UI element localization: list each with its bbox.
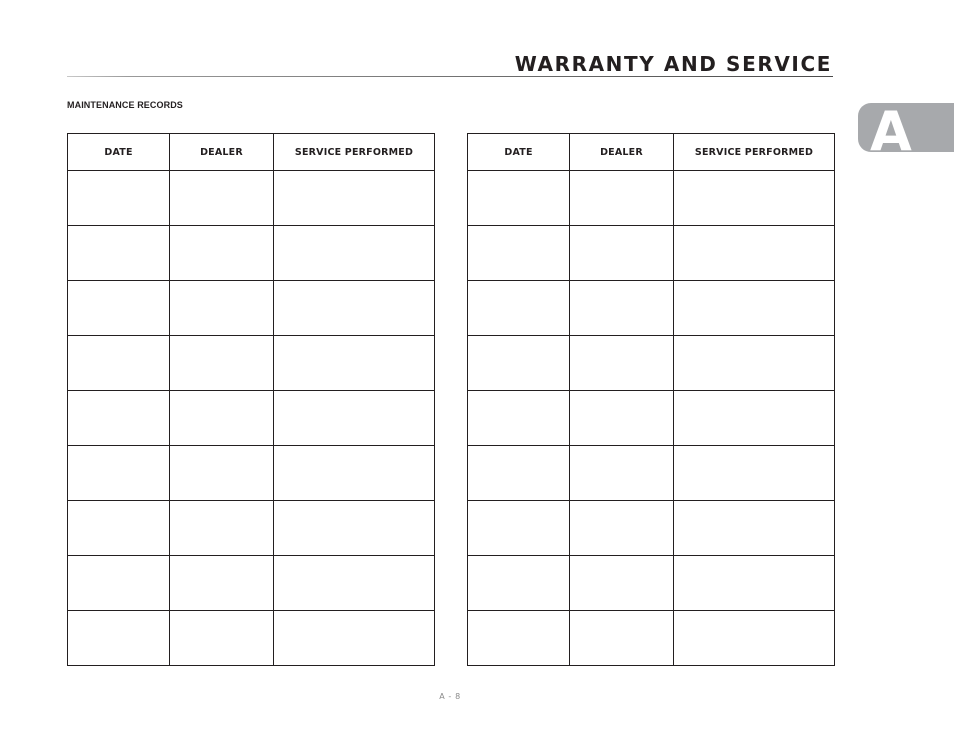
table-row	[468, 281, 835, 336]
dealer-cell[interactable]	[570, 281, 674, 336]
dealer-cell[interactable]	[570, 556, 674, 611]
date-cell[interactable]	[468, 611, 570, 666]
dealer-cell[interactable]	[570, 171, 674, 226]
date-cell[interactable]	[68, 556, 170, 611]
service-performed-cell[interactable]	[674, 336, 835, 391]
service-performed-cell[interactable]	[674, 391, 835, 446]
service-performed-cell[interactable]	[674, 281, 835, 336]
page-number: A - 8	[439, 692, 461, 701]
dealer-cell[interactable]	[170, 446, 274, 501]
table-row	[68, 446, 435, 501]
date-cell[interactable]	[468, 556, 570, 611]
service-performed-cell[interactable]	[674, 611, 835, 666]
table-row	[468, 556, 835, 611]
dealer-cell[interactable]	[170, 336, 274, 391]
table-row	[68, 391, 435, 446]
dealer-cell[interactable]	[170, 391, 274, 446]
table-header-row	[468, 134, 835, 171]
date-cell[interactable]	[468, 171, 570, 226]
dealer-cell[interactable]	[170, 281, 274, 336]
dealer-cell[interactable]	[570, 611, 674, 666]
chapter-letter: A	[870, 103, 912, 152]
dealer-cell[interactable]	[170, 556, 274, 611]
service-performed-cell[interactable]	[674, 556, 835, 611]
page-title: WARRANTY AND SERVICE	[514, 52, 832, 76]
service-performed-cell[interactable]	[274, 336, 435, 391]
maintenance-records-table-right	[467, 133, 835, 666]
dealer-cell[interactable]	[570, 446, 674, 501]
service-performed-cell[interactable]	[274, 226, 435, 281]
dealer-cell[interactable]	[570, 226, 674, 281]
column-header-dealer: DEALER	[570, 134, 674, 171]
service-performed-cell[interactable]	[274, 611, 435, 666]
column-header-dealer: DEALER	[170, 134, 274, 171]
date-cell[interactable]	[468, 391, 570, 446]
dealer-cell[interactable]	[570, 391, 674, 446]
table-row	[68, 556, 435, 611]
section-label: MAINTENANCE RECORDS	[67, 100, 183, 110]
table-row	[68, 501, 435, 556]
service-performed-cell[interactable]	[674, 171, 835, 226]
service-performed-cell[interactable]	[274, 556, 435, 611]
service-performed-cell[interactable]	[274, 446, 435, 501]
table-header-row	[68, 134, 435, 171]
date-cell[interactable]	[468, 226, 570, 281]
maintenance-records-table-left	[67, 133, 435, 666]
table-row	[468, 611, 835, 666]
table-row	[468, 391, 835, 446]
service-performed-cell[interactable]	[674, 446, 835, 501]
date-cell[interactable]	[68, 501, 170, 556]
column-header-date: DATE	[68, 134, 170, 171]
column-header-date: DATE	[468, 134, 570, 171]
table-row	[468, 501, 835, 556]
dealer-cell[interactable]	[570, 501, 674, 556]
date-cell[interactable]	[468, 446, 570, 501]
table-row	[468, 171, 835, 226]
date-cell[interactable]	[68, 391, 170, 446]
table-row	[68, 226, 435, 281]
date-cell[interactable]	[468, 281, 570, 336]
service-performed-cell[interactable]	[674, 226, 835, 281]
table-row	[468, 446, 835, 501]
date-cell[interactable]	[68, 226, 170, 281]
date-cell[interactable]	[68, 336, 170, 391]
column-header-service-performed: SERVICE PERFORMED	[274, 134, 435, 171]
table-row	[68, 171, 435, 226]
service-performed-cell[interactable]	[274, 501, 435, 556]
date-cell[interactable]	[68, 171, 170, 226]
date-cell[interactable]	[468, 336, 570, 391]
dealer-cell[interactable]	[170, 171, 274, 226]
title-rule	[67, 76, 833, 77]
table-row	[468, 336, 835, 391]
dealer-cell[interactable]	[170, 611, 274, 666]
date-cell[interactable]	[68, 281, 170, 336]
service-performed-cell[interactable]	[274, 171, 435, 226]
table-row	[68, 336, 435, 391]
service-performed-cell[interactable]	[274, 391, 435, 446]
date-cell[interactable]	[68, 611, 170, 666]
table-row	[68, 281, 435, 336]
service-performed-cell[interactable]	[674, 501, 835, 556]
dealer-cell[interactable]	[170, 226, 274, 281]
date-cell[interactable]	[68, 446, 170, 501]
dealer-cell[interactable]	[570, 336, 674, 391]
table-row	[468, 226, 835, 281]
column-header-service-performed: SERVICE PERFORMED	[674, 134, 835, 171]
table-row	[68, 611, 435, 666]
service-performed-cell[interactable]	[274, 281, 435, 336]
date-cell[interactable]	[468, 501, 570, 556]
dealer-cell[interactable]	[170, 501, 274, 556]
chapter-tab	[858, 103, 954, 152]
